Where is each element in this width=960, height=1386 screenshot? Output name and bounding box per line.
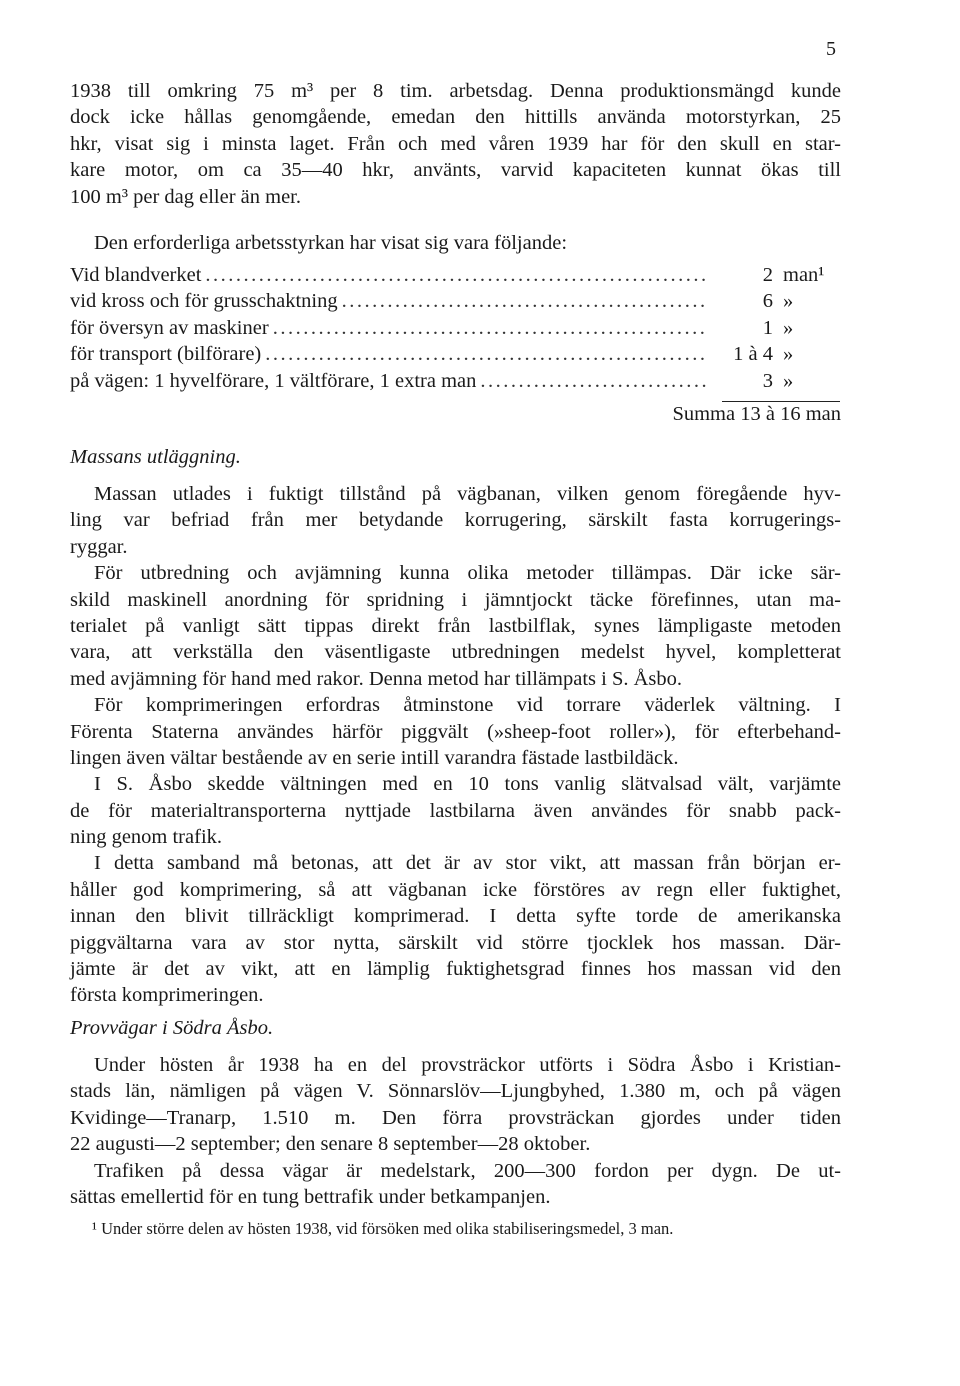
text-line: 1938 till omkring 75 m³ per 8 tim. arbetsdag. Denna produktionsmängd kunde xyxy=(70,80,841,102)
workforce-total: Summa 13 à 16 man xyxy=(672,403,841,425)
text-line: håller god komprimering, så att vägbanan icke förstöres av regn eller fuktighet, xyxy=(70,878,841,901)
row-value: 2 xyxy=(762,264,773,286)
workforce-row xyxy=(70,315,841,341)
row-value: 1 xyxy=(762,316,773,339)
leader-dots xyxy=(273,315,707,341)
text-line: vara, att verkställa den väsentligaste utbredningen medelst hyvel, kompletterat xyxy=(70,641,841,664)
row-label: för översyn av maskiner xyxy=(70,316,269,339)
text-line: 100 m³ per dag eller än mer. xyxy=(70,185,301,208)
text-line: första komprimeringen. xyxy=(70,984,264,1007)
leader-dots xyxy=(205,262,707,288)
leader-dots xyxy=(265,341,707,367)
section-heading: Provvägar i Södra Åsbo. xyxy=(70,1017,274,1039)
text-line: ling var befriad från mer betydande korrugering, särskilt fasta korrugerings- xyxy=(70,509,841,532)
row-label: för transport (bilförare) xyxy=(70,343,262,366)
text-line: Trafiken på dessa vägar är medelstark, 200—300 fordon per dygn. De ut- xyxy=(94,1159,841,1182)
row-value: 6 xyxy=(762,290,773,313)
row-unit: » xyxy=(783,316,794,339)
text-line: För komprimeringen erfordras åtminstone vid torrare väderlek vältning. I xyxy=(94,694,841,717)
text-line: ryggar. xyxy=(70,535,128,558)
text-line: ning genom trafik. xyxy=(70,826,223,849)
text-line: stads län, nämligen på vägen V. Sönnarslöv—Ljungbyhed, 1.380 m, och på vägen xyxy=(70,1080,841,1103)
text-line: jämte är det av vikt, att en lämplig fuktighetsgrad finnes hos massan vid den xyxy=(70,958,841,981)
text-line: Under hösten år 1938 ha en del provsträckor utförts i Södra Åsbo i Kristian- xyxy=(94,1054,841,1076)
text-line: 22 augusti—2 september; den senare 8 september—28 oktober. xyxy=(70,1133,591,1156)
leader-dots xyxy=(480,368,707,394)
text-line: För utbredning och avjämning kunna olika metoder tillämpas. Där icke sär- xyxy=(94,562,841,585)
text-line: innan den blivit tillräckligt komprimerad. I detta syfte torde de amerikanska xyxy=(70,905,841,928)
row-unit: » xyxy=(783,290,794,313)
section2-body xyxy=(70,1052,841,1210)
text-line: de för materialtransporterna nyttjade lastbilarna även användes för snabb pack- xyxy=(70,799,841,822)
section1-body xyxy=(70,481,841,1009)
row-value: 3 xyxy=(762,369,773,392)
text-line: sättas emellertid för en tung bettrafik under betkampanjen. xyxy=(70,1185,551,1208)
text-line: I S. Åsbo skedde vältningen med en 10 tons vanlig slätvalsad vält, varjämte xyxy=(94,773,841,796)
text-line: skild maskinell anordning för spridning i jämntjockt täcke förefinnes, utan ma- xyxy=(70,588,841,611)
section-heading: Massans utläggning. xyxy=(70,446,241,468)
text-line: piggvältarna vara av stor nytta, särskilt vid större tjocklek hos massan. Där- xyxy=(70,931,841,954)
workforce-intro xyxy=(70,230,841,256)
text-line: lingen även vältar bestående av en serie intill varandra fästade lastbildäck. xyxy=(70,746,679,769)
text-line: terialet på vanligt sätt tippas direkt från lastbilflak, synes lämpligaste metoden xyxy=(70,614,841,637)
workforce-row xyxy=(70,368,841,394)
text-line: med avjämning för hand med rakor. Denna metod har tillämpats i S. Åsbo. xyxy=(70,667,683,690)
workforce-row xyxy=(70,288,841,314)
page-number: 5 xyxy=(826,38,836,60)
footnote: ¹ Under större delen av hösten 1938, vid försöken med olika stabiliseringsmedel, 3 man. xyxy=(92,1219,674,1238)
workforce-row xyxy=(70,262,841,288)
workforce-row xyxy=(70,341,841,367)
row-label: Vid blandverket xyxy=(70,264,202,286)
text-line: hkr, visat sig i minsta laget. Från och med våren 1939 har för den skull en star- xyxy=(70,132,841,155)
row-value: 1 à 4 xyxy=(733,343,773,366)
text-line: I detta samband må betonas, att det är av stor vikt, att massan från början er- xyxy=(94,852,841,875)
text-line: dock icke hållas genomgående, emedan den hittills använda motorstyrkan, 25 xyxy=(70,106,841,129)
row-unit: man¹ xyxy=(783,264,825,286)
row-label: vid kross och för grusschaktning xyxy=(70,290,338,313)
workforce-table xyxy=(70,262,841,394)
leader-dots xyxy=(342,288,707,314)
text-line: kare motor, om ca 35—40 hkr, använts, varvid kapaciteten kunnat ökas till xyxy=(70,159,841,182)
text-line: Massan utlades i fuktigt tillstånd på vägbanan, vilken genom föregående hyv- xyxy=(94,483,841,505)
intro-paragraph xyxy=(70,78,841,210)
text-line: Kvidinge—Tranarp, 1.510 m. Den förra provsträckan gjordes under tiden xyxy=(70,1106,841,1129)
text-line: Förenta Staterna användes härför piggvält (»sheep-foot roller»), för efterbehand- xyxy=(70,720,841,743)
row-unit: » xyxy=(783,343,794,366)
row-unit: » xyxy=(783,369,794,392)
text-line: Den erforderliga arbetsstyrkan har visat sig vara följande: xyxy=(94,232,568,254)
row-label: på vägen: 1 hyvelförare, 1 vältförare, 1 extra man xyxy=(70,369,477,392)
